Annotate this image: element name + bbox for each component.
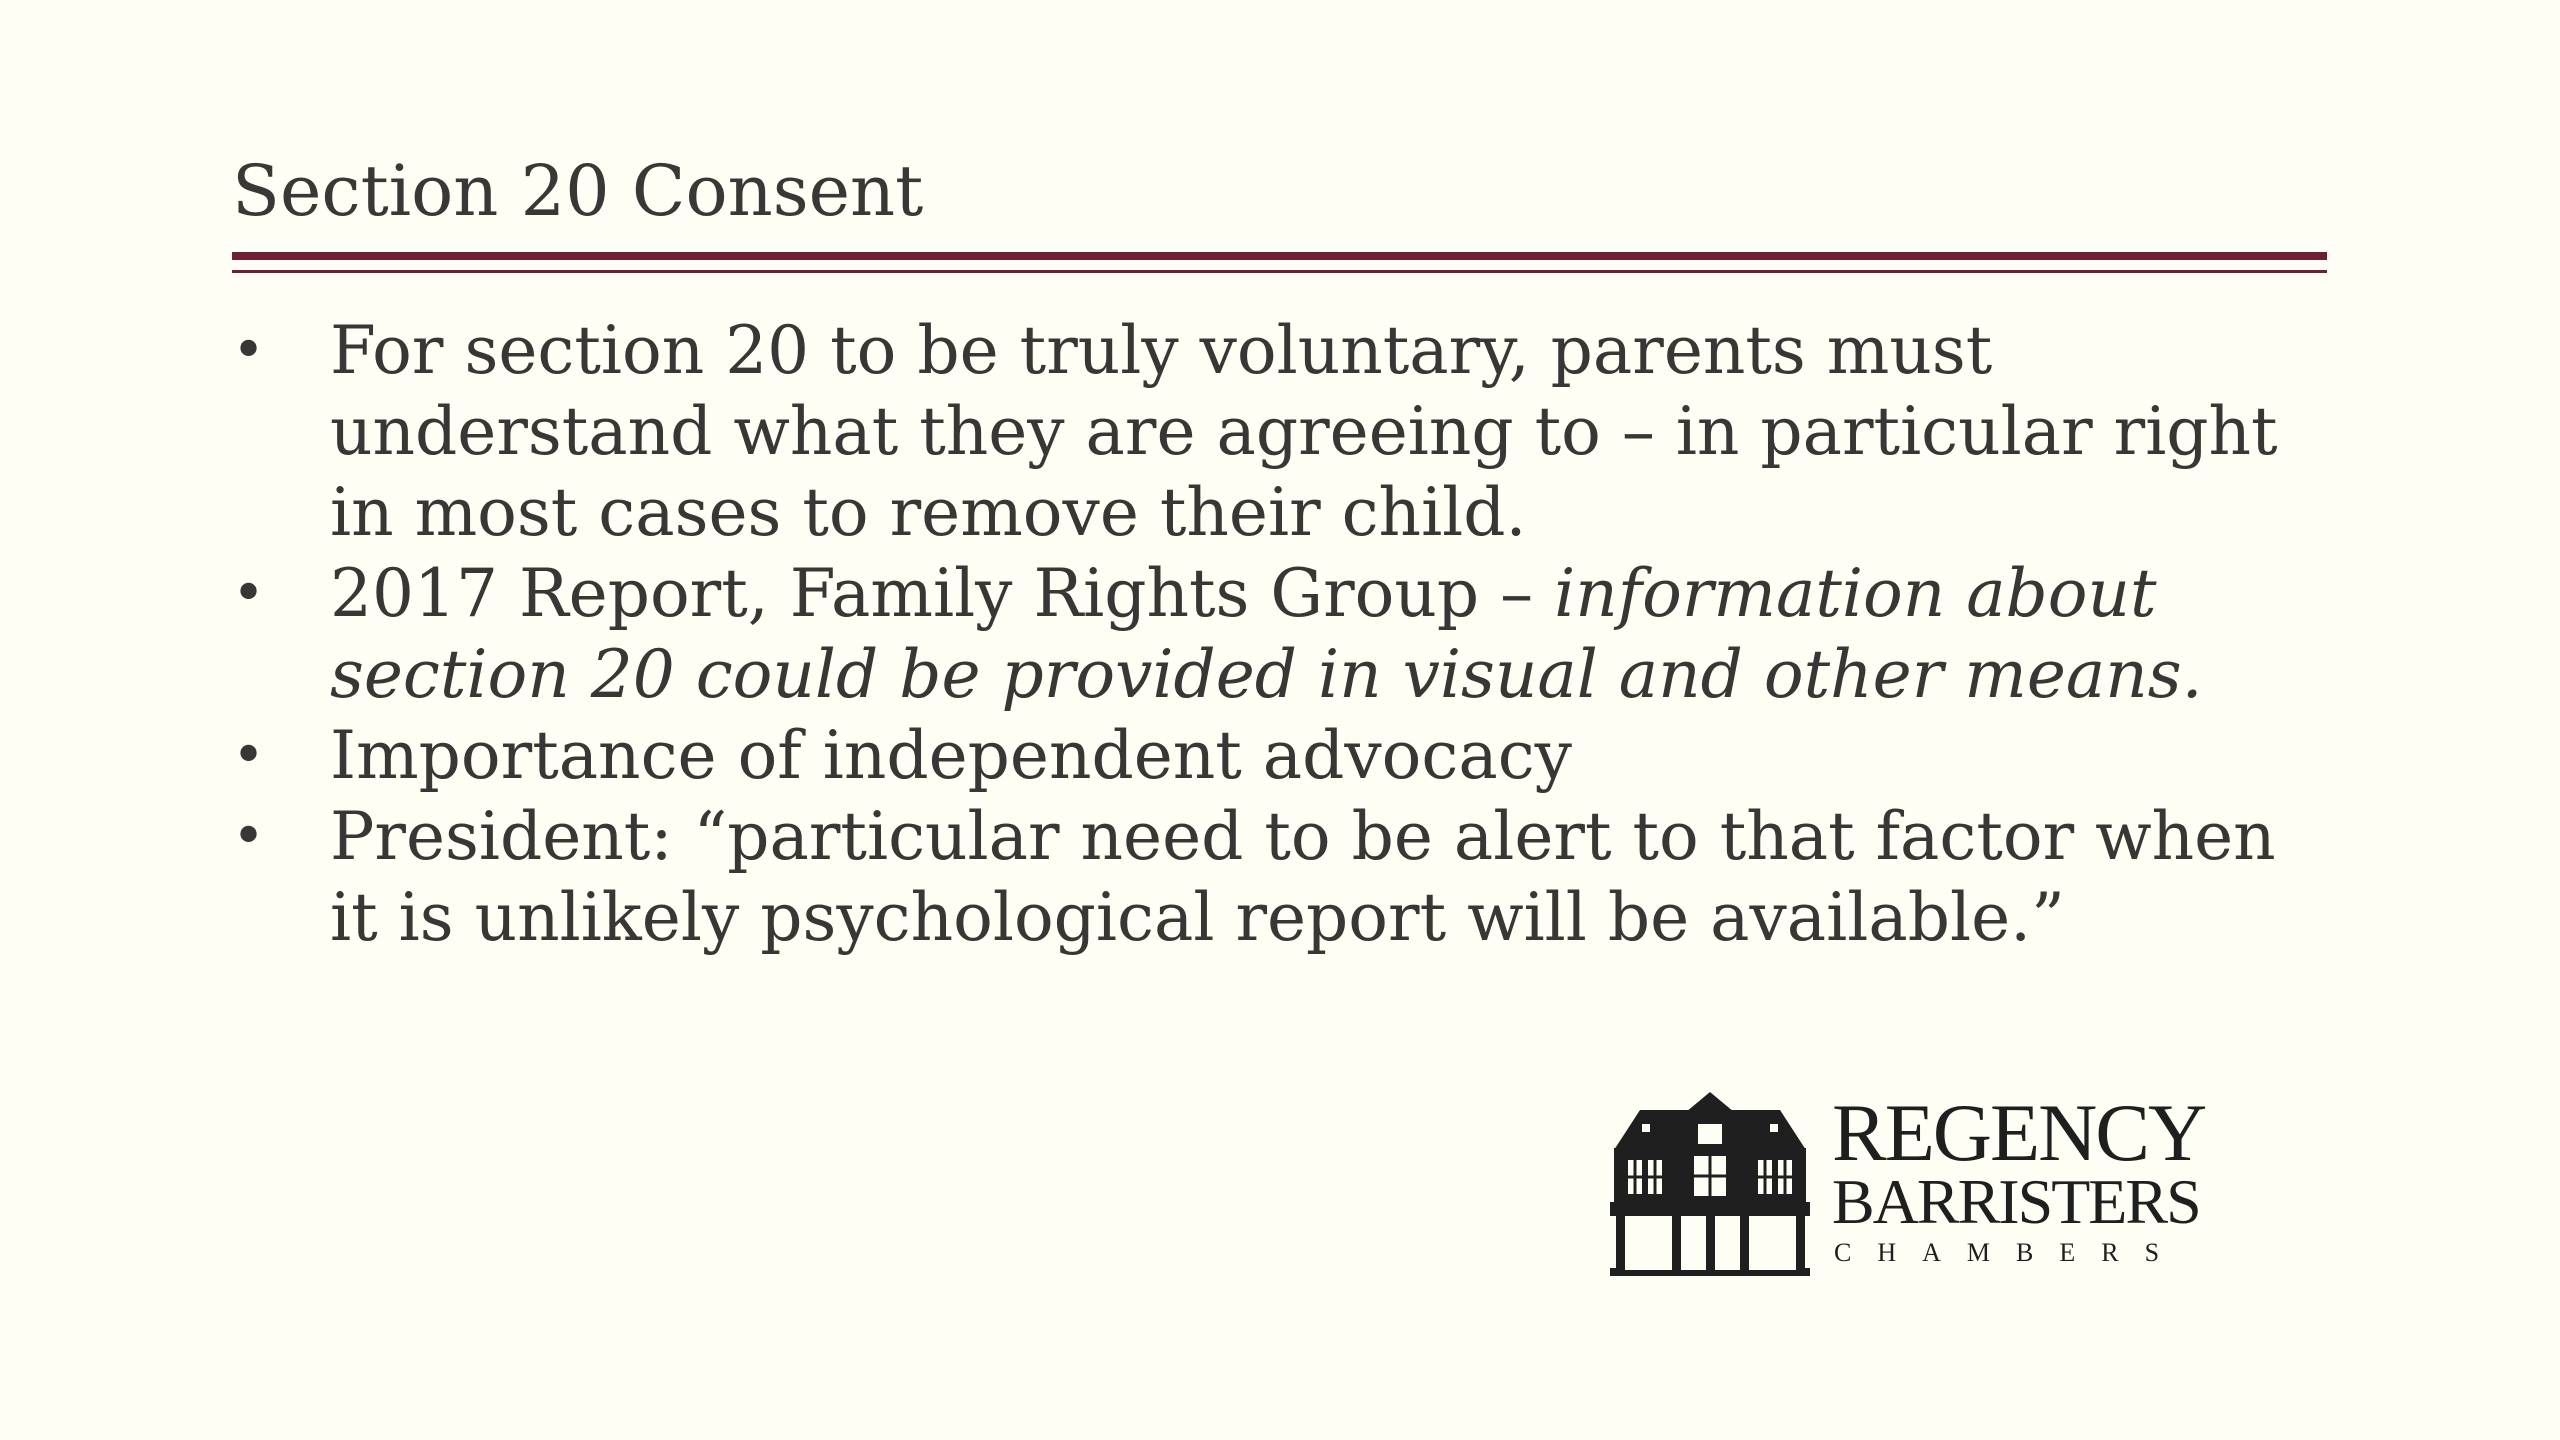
logo-text-chambers: CHAMBERS (1834, 1238, 2186, 1267)
bullet-list (232, 310, 2342, 958)
bullet-dot: • (232, 318, 266, 383)
slide-title: Section 20 Consent (232, 150, 924, 232)
title-rule-thin (232, 270, 2327, 273)
bullet-item (232, 796, 2342, 958)
bullet-text: For section 20 to be truly voluntary, parents must understand what they are agreeing to – in particular right in most cases to remove their child. (330, 312, 2278, 551)
title-rule-thick (232, 252, 2327, 260)
bullet-item (232, 553, 2342, 715)
logo-text-barristers: BARRISTERS (1832, 1166, 2200, 1237)
bullet-item (232, 310, 2342, 553)
bullet-text: President: “particular need to be alert to that factor when it is unlikely psychological report will be available.” (330, 798, 2276, 956)
regency-logo (1610, 1088, 2230, 1278)
bullet-text: 2017 Report, Family Rights Group – (330, 555, 1555, 632)
bullet-dot: • (232, 804, 266, 869)
bullet-item (232, 715, 2342, 796)
bullet-dot: • (232, 561, 266, 626)
bullet-emphasis: information about section 20 could be provided in visual and other means. (330, 555, 2203, 713)
logo-text-regency: REGENCY (1832, 1087, 2206, 1178)
bullet-dot: • (232, 723, 266, 788)
bullet-text: Importance of independent advocacy (330, 717, 1572, 794)
building-icon (1610, 1088, 1810, 1278)
